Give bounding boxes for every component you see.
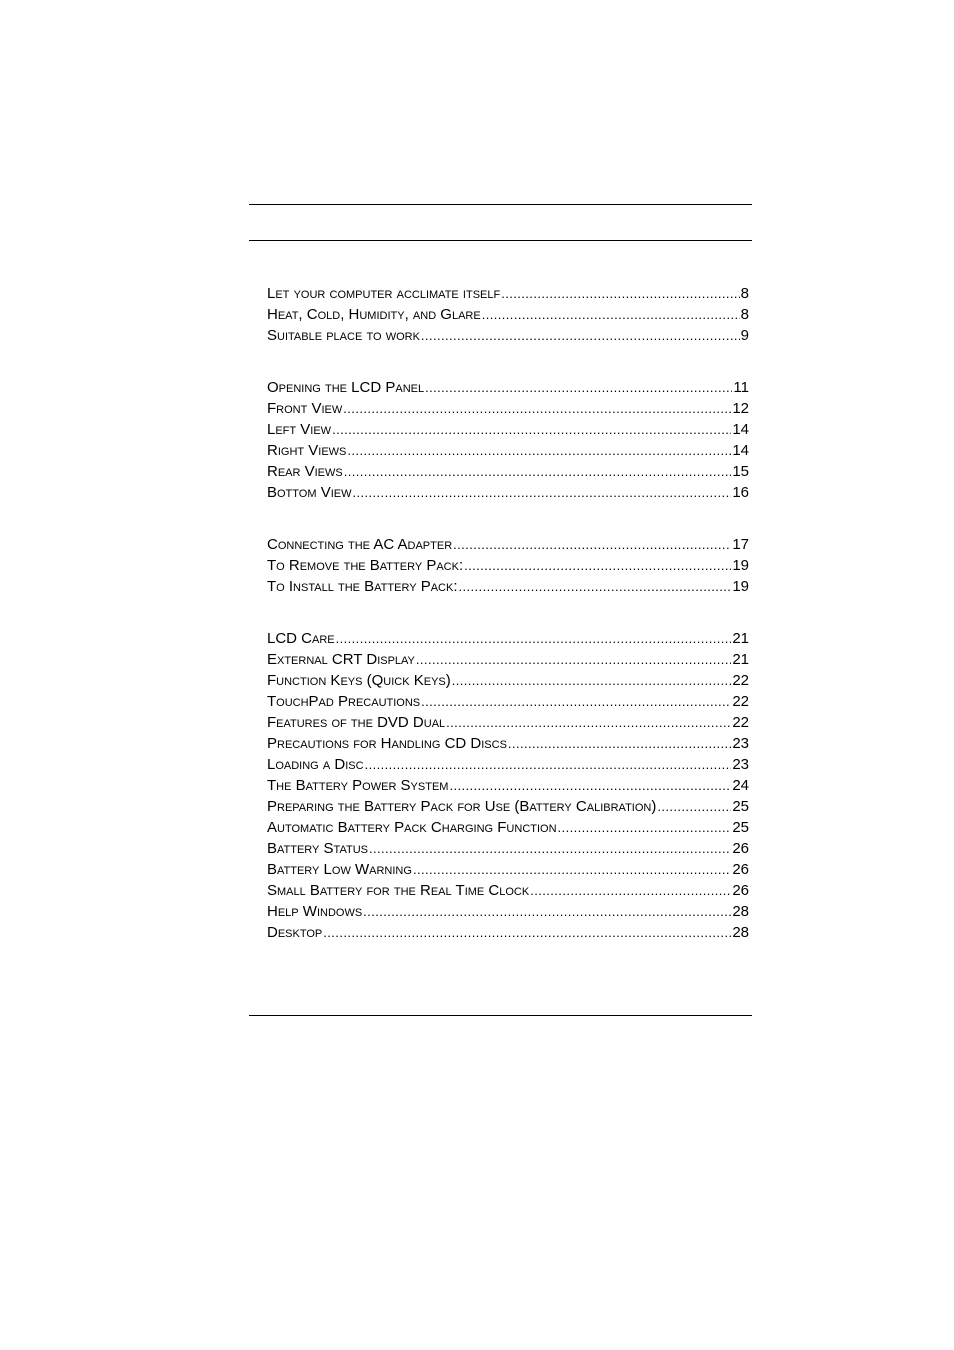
toc-entry-title: Preparing the Battery Pack for Use (Battery Calibration) [267,798,657,815]
toc-dot-leader [416,650,731,669]
toc-page-number: 21 [732,651,749,668]
toc-dot-leader [363,902,731,921]
toc-entry-title: Battery Status [267,840,368,857]
toc-entry[interactable] [267,441,749,462]
toc-entry[interactable] [267,284,749,305]
toc-dot-leader [657,797,731,816]
toc-entry[interactable] [267,755,749,776]
toc-entry[interactable] [267,399,749,420]
toc-entry[interactable] [267,881,749,902]
toc-entry[interactable] [267,650,749,671]
toc-page-number: 24 [732,777,749,794]
toc-dot-leader [344,462,732,481]
toc-entry-title: Bottom View [267,484,352,501]
toc-entry[interactable] [267,556,749,577]
toc-entry[interactable] [267,305,749,326]
toc-dot-leader [449,776,731,795]
toc-page-number: 14 [732,421,749,438]
toc-page-number: 28 [732,924,749,941]
toc-page-number: 26 [732,840,749,857]
toc-page-number: 22 [732,714,749,731]
toc-entry[interactable] [267,923,749,944]
toc-dot-leader [413,860,731,879]
toc-dot-leader [446,713,731,732]
toc-dot-leader [482,305,740,324]
toc-entry-title: Battery Low Warning [267,861,412,878]
toc-entry-title: Connecting the AC Adapter [267,536,453,553]
toc-entry[interactable] [267,860,749,881]
toc-dot-leader [508,734,731,753]
toc-entry-title: Function Keys (Quick Keys) [267,672,451,689]
toc-entry-title: Suitable place to work [267,327,420,344]
toc-section [267,629,749,944]
toc-entry[interactable] [267,629,749,650]
toc-entry-title: Front View [267,400,343,417]
toc-page-number: 21 [732,630,749,647]
toc-dot-leader [421,692,731,711]
toc-page-number: 19 [732,578,749,595]
toc-section [267,378,749,504]
toc-dot-leader [464,556,731,575]
toc-page-number: 8 [740,285,749,302]
toc-entry[interactable] [267,902,749,923]
toc-page-number: 16 [732,484,749,501]
toc-page-number: 23 [732,756,749,773]
toc-page-number: 15 [732,463,749,480]
toc-dot-leader [343,399,731,418]
toc-page-number: 25 [732,819,749,836]
toc-entry-title: Let your computer acclimate itself [267,285,501,302]
toc-entry[interactable] [267,734,749,755]
toc-page-number: 8 [740,306,749,323]
toc-dot-leader [459,577,732,596]
toc-page-number: 23 [732,735,749,752]
toc-entry-title: Help Windows [267,903,363,920]
toc-entry-title: Automatic Battery Pack Charging Function [267,819,557,836]
header-rule-top [249,204,752,205]
toc-dot-leader [352,483,731,502]
toc-dot-leader [347,441,731,460]
toc-entry[interactable] [267,797,749,818]
toc-entry-title: Left View [267,421,332,438]
toc-entry-title: Loading a Disc [267,756,364,773]
toc-entry-title: Desktop [267,924,323,941]
toc-entry[interactable] [267,671,749,692]
toc-dot-leader [452,671,732,690]
toc-entry-title: Right Views [267,442,347,459]
toc-entry-title: LCD Care [267,630,335,647]
toc-entry-title: Opening the LCD Panel [267,379,425,396]
toc-dot-leader [365,755,732,774]
toc-page-number: 12 [732,400,749,417]
table-of-contents [267,284,749,944]
toc-page-number: 11 [733,379,749,396]
toc-dot-leader [453,535,731,554]
toc-dot-leader [336,629,732,648]
toc-entry-title: TouchPad Precautions [267,693,421,710]
toc-entry-title: External CRT Display [267,651,415,668]
toc-entry-title: Heat, Cold, Humidity, and Glare [267,306,481,323]
toc-dot-leader [558,818,732,837]
header-rule-bottom [249,240,752,241]
toc-page-number: 14 [732,442,749,459]
toc-page-number: 26 [732,861,749,878]
toc-entry[interactable] [267,483,749,504]
toc-page-number: 22 [732,693,749,710]
toc-entry-title: Rear Views [267,463,343,480]
toc-page-number: 17 [732,536,749,553]
toc-entry[interactable] [267,839,749,860]
toc-entry-title: The Battery Power System [267,777,449,794]
toc-page-number: 28 [732,903,749,920]
toc-entry[interactable] [267,577,749,598]
toc-dot-leader [323,923,731,942]
toc-dot-leader [501,284,739,303]
toc-entry[interactable] [267,378,749,399]
toc-section [267,284,749,347]
toc-dot-leader [530,881,731,900]
toc-entry[interactable] [267,420,749,441]
toc-page-number: 25 [732,798,749,815]
toc-entry-title: Precautions for Handling CD Discs [267,735,507,752]
toc-entry[interactable] [267,713,749,734]
toc-dot-leader [332,420,731,439]
toc-entry[interactable] [267,462,749,483]
toc-page-number: 19 [732,557,749,574]
toc-dot-leader [425,378,732,397]
toc-entry[interactable] [267,818,749,839]
toc-dot-leader [369,839,731,858]
toc-section [267,535,749,598]
toc-entry-title: Small Battery for the Real Time Clock [267,882,530,899]
toc-entry-title: Features of the DVD Dual [267,714,446,731]
toc-dot-leader [421,326,740,345]
toc-entry[interactable] [267,692,749,713]
toc-page-number: 26 [732,882,749,899]
toc-entry-title: To Remove the Battery Pack: [267,557,464,574]
toc-entry[interactable] [267,326,749,347]
footer-rule [249,1015,752,1016]
toc-entry[interactable] [267,535,749,556]
toc-page-number: 22 [732,672,749,689]
toc-entry[interactable] [267,776,749,797]
toc-entry-title: To Install the Battery Pack: [267,578,458,595]
toc-page-number: 9 [740,327,749,344]
